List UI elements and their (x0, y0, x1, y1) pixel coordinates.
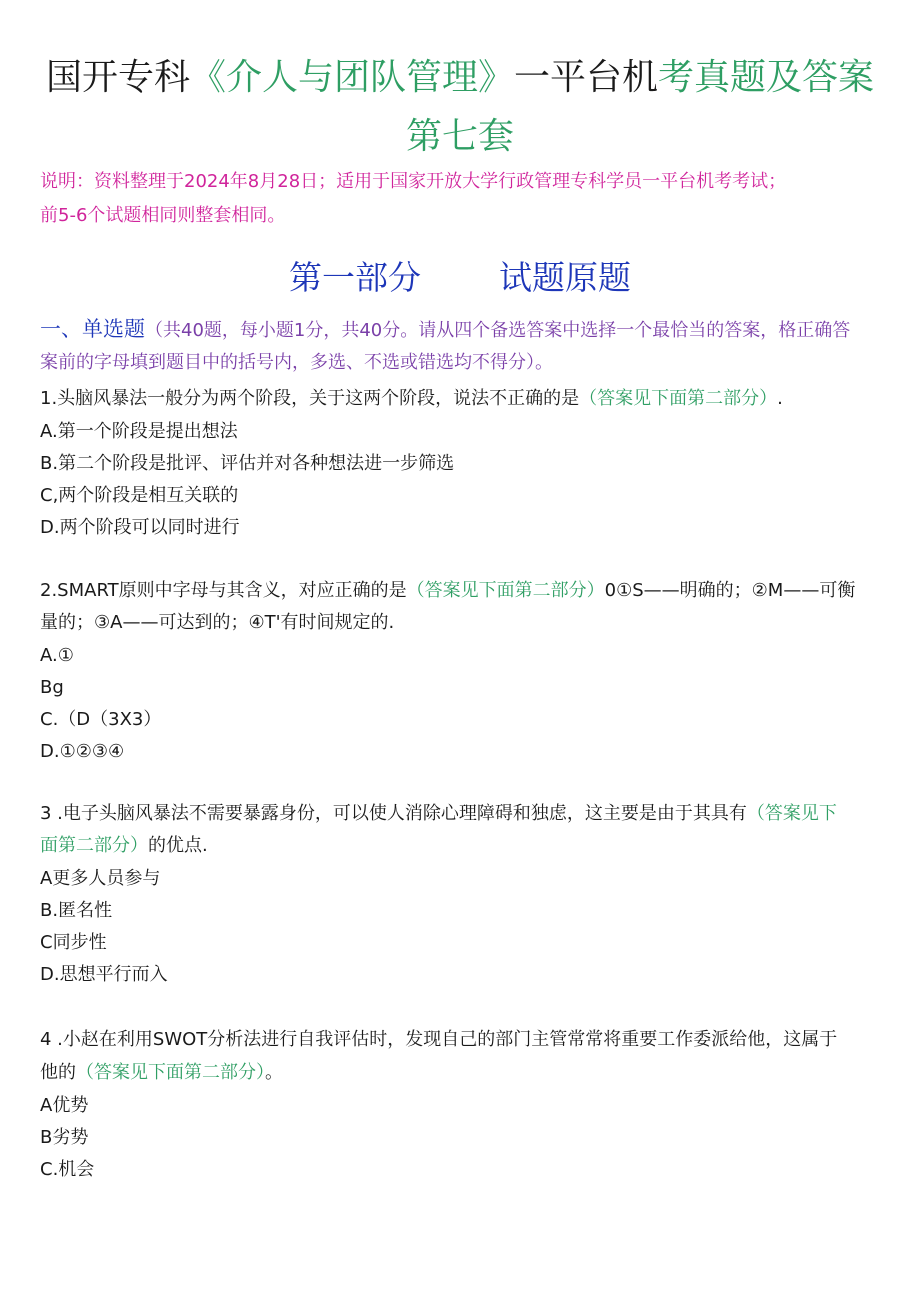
question-3-option-c: C同步性 (40, 932, 107, 953)
question-3-option-b: B.匿名性 (40, 900, 113, 921)
title-platform: 一平台机 (514, 57, 659, 98)
note-line-1: 说明：资料整理于2024年8月28日；适用于国家开放大学行政管理专科学员一平台机考考试； (40, 171, 787, 192)
question-3-text-b: 的优点. (148, 835, 208, 856)
title-suffix: 考真题及答案 (658, 57, 875, 98)
question-2-option-c: C.（D（3X3） (40, 709, 162, 730)
part-heading (0, 256, 920, 300)
question-2-option-a: A.① (40, 645, 74, 666)
question-2-option-d: D.①②③④ (40, 741, 125, 762)
answer-reference: （答案见下面第二部分） (579, 388, 778, 409)
question-3-stem (40, 801, 890, 827)
question-4-stem: 4 .小赵在利用SWOT分析法进行自我评估时，发现自己的部门主管常常将重要工作委派给他，这属于 (40, 1029, 838, 1050)
question-2-text: 2.SMART原则中字母与其含义，对应正确的是 (40, 580, 407, 601)
answer-reference-part-1: （答案见下 (746, 803, 837, 824)
title-prefix: 国开专科 (45, 57, 190, 98)
question-2-text-b: 0①S——明确的；②M——可衡 (604, 580, 856, 601)
section-heading: 一、单选题 (40, 317, 145, 341)
question-4-option-b: B劣势 (40, 1127, 89, 1148)
answer-reference: （答案见下面第二部分） (406, 580, 605, 601)
question-4-end: 。 (265, 1062, 283, 1083)
question-1-option-c: C,两个阶段是相互关联的 (40, 485, 239, 506)
question-2-option-b: Bg (40, 677, 64, 698)
part-label: 第一部分 (289, 258, 421, 297)
question-3-option-a: A更多人员参与 (40, 868, 161, 889)
question-3-stem-line-2 (40, 833, 890, 859)
question-4-option-c: C.机会 (40, 1159, 95, 1180)
answer-reference-part-2: 面第二部分） (40, 835, 148, 856)
question-3-text: 3 .电子头脑风暴法不需要暴露身份，可以使人消除心理障碍和独虑，这主要是由于其具有 (40, 803, 747, 824)
question-2-stem (40, 578, 890, 604)
question-4-stem-line-2 (40, 1060, 890, 1086)
question-1-option-b: B.第二个阶段是批评、评估并对各种想法进一步筛选 (40, 453, 455, 474)
question-4-option-a: A优势 (40, 1095, 89, 1116)
answer-reference: （答案见下面第二部分） (76, 1062, 265, 1083)
question-1-option-a: A.第一个阶段是提出想法 (40, 421, 238, 442)
question-1-option-d: D.两个阶段可以同时进行 (40, 517, 240, 538)
section-description-1: （共40题，每小题1分，共40分。请从四个备选答案中选择一个最恰当的答案，格正确答 (145, 320, 851, 341)
document-title (0, 56, 920, 100)
section-header (40, 316, 890, 344)
title-course-name: 《介人与团队管理》 (189, 57, 514, 98)
document-subtitle: 第七套 (405, 116, 514, 157)
note-line-2: 前5-6个试题相同则整套相同。 (40, 205, 286, 226)
part-subtitle: 试题原题 (499, 258, 631, 297)
question-3-option-d: D.思想平行而入 (40, 964, 168, 985)
question-1-text: 1.头脑风暴法一般分为两个阶段，关于这两个阶段，说法不正确的是 (40, 388, 580, 409)
section-description-2: 案前的字母填到题目中的括号内，多选、不选或错选均不得分）。 (40, 352, 553, 373)
question-4-text-b: 他的 (40, 1062, 76, 1083)
question-1-stem (40, 386, 890, 412)
question-2-stem-line-2: 量的；③A——可达到的；④T'有时间规定的. (40, 612, 395, 633)
question-1-end: . (777, 388, 783, 409)
